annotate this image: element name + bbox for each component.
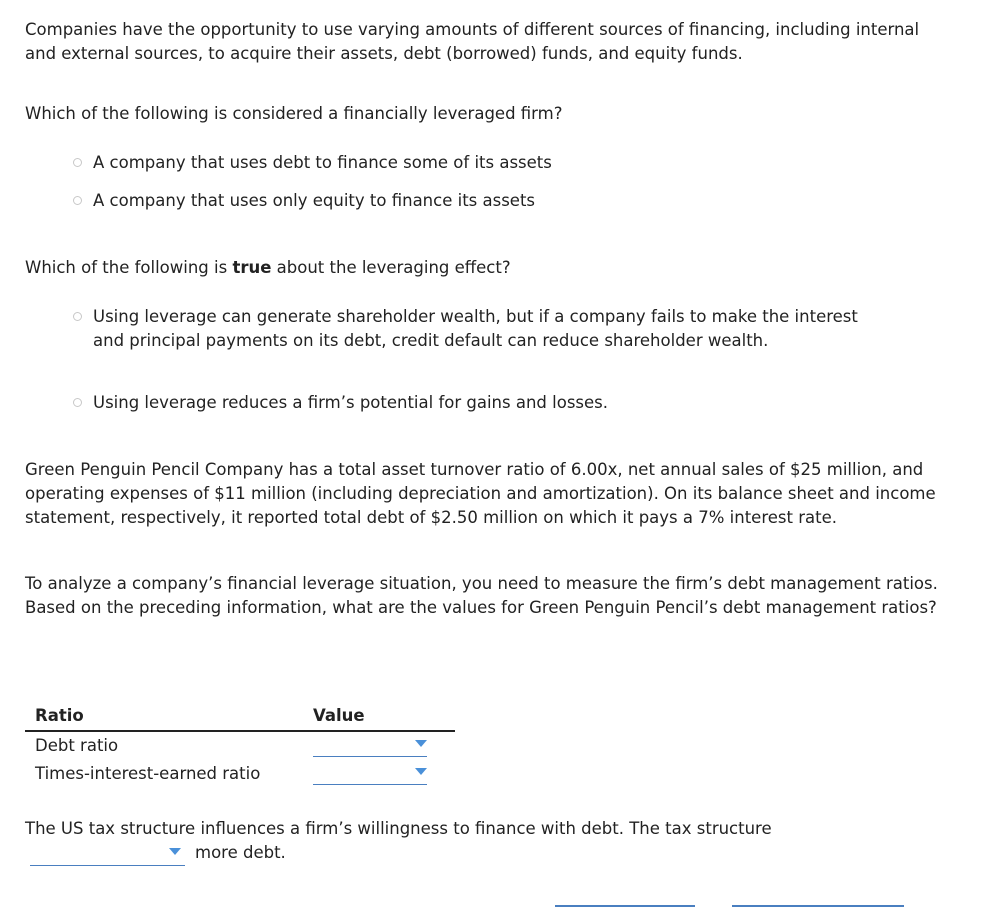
radio-button[interactable] bbox=[73, 158, 82, 167]
q1-option-1-label: A company that uses debt to finance some of its assets bbox=[93, 153, 552, 172]
tax-suffix: more debt. bbox=[195, 843, 286, 862]
tax-sentence: The US tax structure influences a firm’s willingness to finance with debt. The tax structure bbox=[25, 819, 772, 838]
debt-ratio-dropdown[interactable] bbox=[313, 736, 427, 757]
q1-option-2[interactable] bbox=[73, 189, 863, 213]
chevron-down-icon[interactable] bbox=[169, 848, 181, 855]
debt-ratio-label: Debt ratio bbox=[35, 736, 119, 755]
q2-question: Which of the following is true about the leveraging effect? bbox=[25, 258, 511, 277]
radio-button[interactable] bbox=[73, 196, 82, 205]
ratio-header: Ratio bbox=[25, 702, 303, 731]
tax-structure-dropdown[interactable] bbox=[30, 845, 185, 866]
table-row bbox=[25, 760, 455, 788]
q2-option-2[interactable] bbox=[73, 391, 863, 415]
q1-option-2-label: A company that uses only equity to finance its assets bbox=[93, 191, 536, 210]
intro-text: Companies have the opportunity to use varying amounts of different sources of financing, including internal and external sources, to acquire their assets, debt (borrowed) funds, and equity funds. bbox=[25, 20, 920, 63]
chevron-down-icon[interactable] bbox=[415, 740, 427, 747]
ratio-table bbox=[25, 702, 455, 788]
analyze-text: To analyze a company’s financial leverage situation, you need to measure the firm’s debt management ratios. Based on the preceding information, what are the values for Green Penguin Pencil’s debt management ratios? bbox=[25, 574, 938, 617]
q2-bold-word: true bbox=[232, 258, 272, 277]
tie-ratio-label: Times-interest-earned ratio bbox=[35, 764, 261, 783]
chevron-down-icon[interactable] bbox=[415, 768, 427, 775]
q2-option-2-label: Using leverage reduces a firm’s potential for gains and losses. bbox=[93, 393, 609, 412]
q1-option-1[interactable] bbox=[73, 151, 863, 175]
scenario-text: Green Penguin Pencil Company has a total asset turnover ratio of 6.00x, net annual sales of $25 million, and operating expenses of $11 million (including depreciation and amortization). On its balance sheet and income statement, respectively, it reported total debt of $2.50 million on which it pays a 7% interest rate. bbox=[25, 460, 936, 527]
radio-button[interactable] bbox=[73, 312, 82, 321]
radio-button[interactable] bbox=[73, 398, 82, 407]
value-header: Value bbox=[303, 702, 455, 731]
q1-question: Which of the following is considered a financially leveraged firm? bbox=[25, 104, 563, 123]
table-row bbox=[25, 731, 455, 760]
tie-ratio-dropdown[interactable] bbox=[313, 764, 427, 785]
q2-option-1-label: Using leverage can generate shareholder wealth, but if a company fails to make the interest and principal payments on its debt, credit default can reduce shareholder wealth. bbox=[93, 307, 858, 350]
q2-option-1[interactable] bbox=[73, 305, 863, 353]
